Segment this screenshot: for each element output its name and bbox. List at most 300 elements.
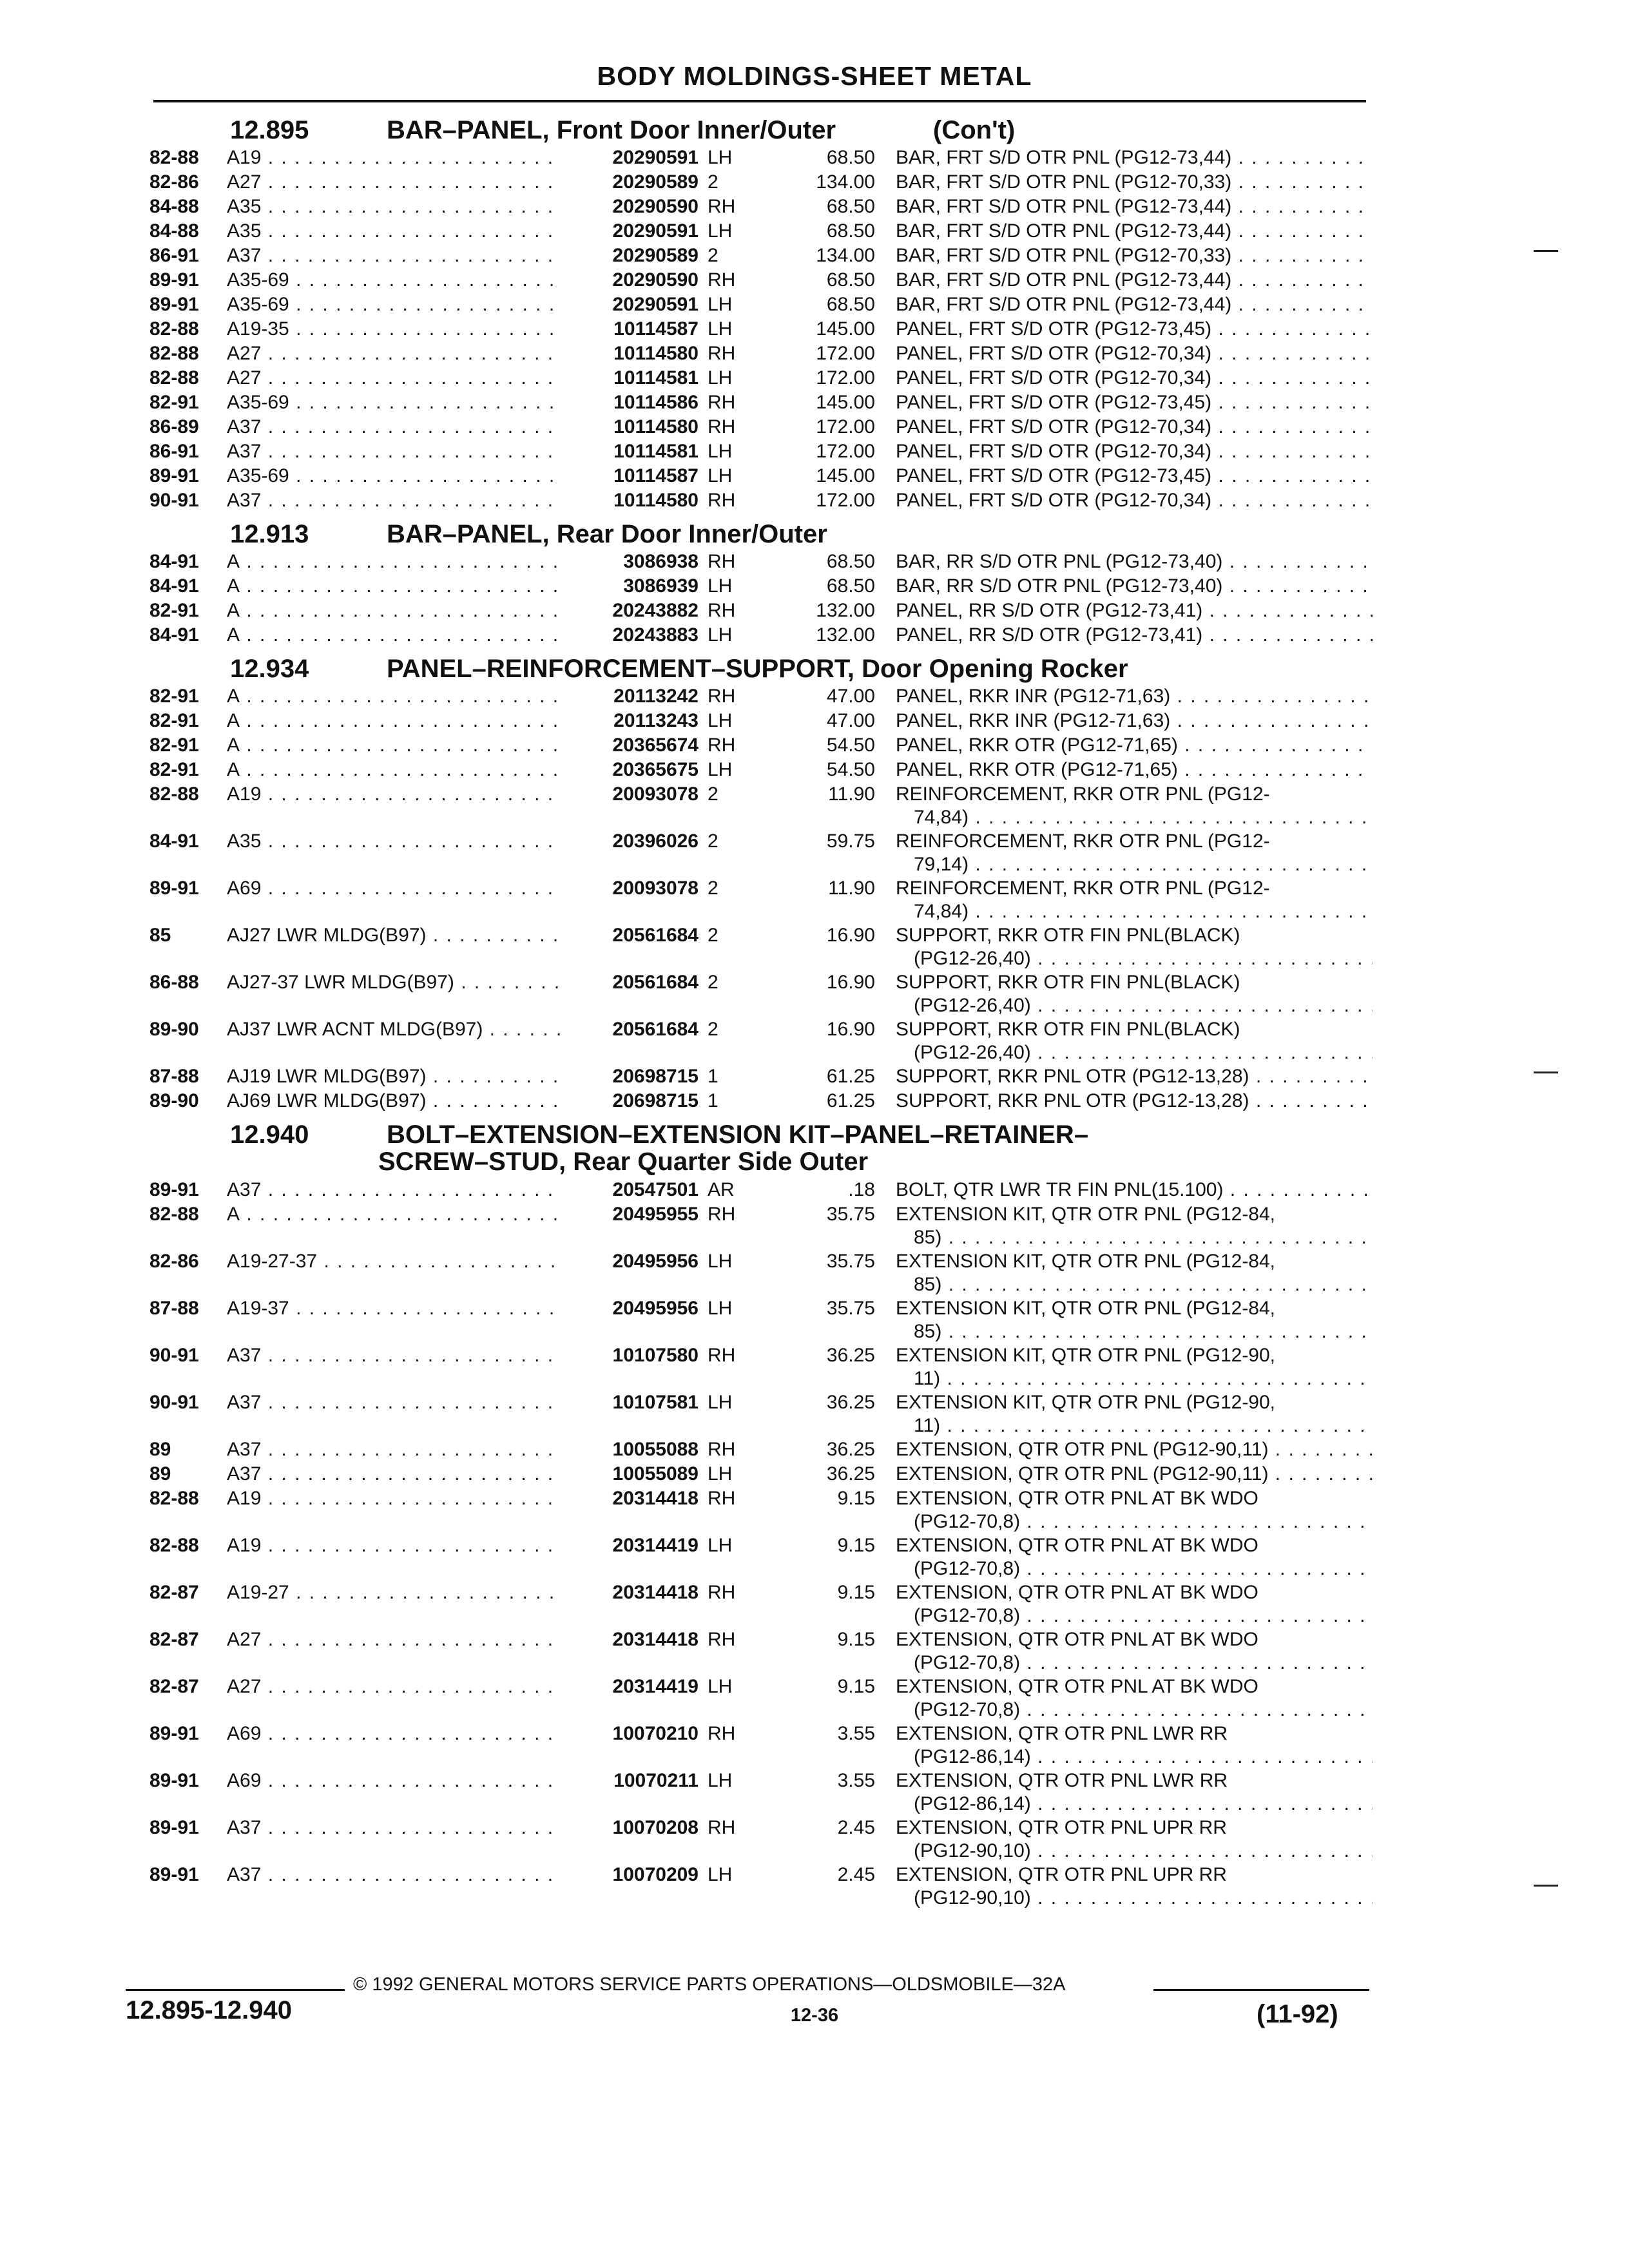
quantity: 2 (708, 245, 718, 266)
quantity: RH (708, 416, 736, 437)
part-row (0, 269, 1629, 293)
part-description-cont: (PG12-70,8) . . . (914, 1651, 1373, 1675)
part-description: REINFORCEMENT, RKR OTR PNL (PG12- (896, 783, 1270, 805)
quantity: RH (708, 1582, 736, 1603)
price: 172.00 (816, 367, 875, 389)
model-code: A . . . (227, 550, 562, 573)
price: 68.50 (826, 294, 875, 315)
part-description-cont: (PG12-70,8) . . . (914, 1557, 1373, 1581)
part-description: EXTENSION, QTR OTR PNL AT BK WDO (896, 1629, 1258, 1650)
part-row (0, 1297, 1629, 1344)
part-number: 10070209 (612, 1864, 699, 1885)
model-code: AJ27-37 LWR MLDG(B97) . . . (227, 971, 562, 994)
part-row (0, 1628, 1629, 1675)
quantity: RH (708, 392, 736, 413)
part-number: 20314418 (612, 1488, 699, 1509)
model-years: 82-87 (149, 1582, 199, 1603)
part-row (0, 599, 1629, 624)
part-description-cont: 85) . . . (914, 1273, 1373, 1296)
part-row (0, 1675, 1629, 1722)
model-code: A35-69 . . . (227, 465, 562, 488)
model-code: A37 . . . (227, 1863, 562, 1887)
footer-page-number: 12-36 (790, 2005, 839, 2026)
price: 9.15 (837, 1582, 875, 1603)
model-years: 89-91 (149, 1179, 199, 1200)
price: 35.75 (826, 1204, 875, 1225)
quantity: LH (708, 759, 733, 780)
footer-section-range: 12.895-12.940 (126, 1996, 293, 2024)
part-row (0, 489, 1629, 514)
part-description: PANEL, RKR INR (PG12-71,63) . . . (896, 685, 1373, 708)
part-number: 10070211 (613, 1770, 699, 1791)
part-number: 20243883 (612, 624, 699, 646)
part-row (0, 624, 1629, 648)
part-number: 20547501 (612, 1179, 699, 1200)
model-years: 82-88 (149, 783, 199, 805)
part-number: 20290590 (612, 196, 699, 217)
price: 2.45 (837, 1817, 875, 1838)
part-description-cont: 85) . . . (914, 1320, 1373, 1343)
part-description-cont: 79,14) . . . (914, 853, 1373, 876)
part-row (0, 685, 1629, 709)
part-row (0, 416, 1629, 440)
part-description: EXTENSION, QTR OTR PNL (PG12-90,11) . . . (896, 1463, 1373, 1486)
part-row (0, 575, 1629, 599)
model-years: 89-91 (149, 878, 199, 899)
part-row (0, 171, 1629, 195)
part-row (0, 195, 1629, 220)
section-header (0, 1114, 1629, 1178)
quantity: RH (708, 1629, 736, 1650)
part-description: PANEL, RR S/D OTR (PG12-73,41) . . . (896, 599, 1373, 622)
part-number: 20113243 (613, 710, 699, 731)
model-years: 89 (149, 1439, 171, 1460)
part-row (0, 1438, 1629, 1463)
part-number: 20290591 (612, 294, 699, 315)
quantity: 1 (708, 1090, 718, 1111)
part-description: EXTENSION KIT, QTR OTR PNL (PG12-90, (896, 1392, 1276, 1413)
part-description: SUPPORT, RKR OTR FIN PNL(BLACK) (896, 925, 1240, 946)
part-description-cont: (PG12-70,8) . . . (914, 1698, 1373, 1722)
quantity: LH (708, 318, 733, 340)
model-years: 82-88 (149, 1204, 199, 1225)
model-code: A37 . . . (227, 1463, 562, 1486)
part-number: 20561684 (612, 972, 699, 993)
price: 172.00 (816, 490, 875, 511)
price: 9.15 (837, 1629, 875, 1650)
quantity: RH (708, 269, 736, 291)
model-years: 89-91 (149, 294, 199, 315)
part-number: 20093078 (612, 783, 699, 805)
part-number: 20243882 (612, 600, 699, 621)
part-number: 20698715 (612, 1090, 699, 1111)
part-number: 20290589 (612, 171, 699, 193)
part-row (0, 1463, 1629, 1487)
quantity: LH (708, 710, 733, 731)
quantity: 2 (708, 972, 718, 993)
part-row (0, 1203, 1629, 1250)
part-description: BAR, FRT S/D OTR PNL (PG12-73,44) . . . (896, 146, 1373, 169)
model-years: 89-91 (149, 1723, 199, 1744)
price: 68.50 (826, 147, 875, 168)
model-years: 89-91 (149, 269, 199, 291)
part-description-cont: (PG12-90,10) . . . (914, 1840, 1373, 1863)
part-row (0, 758, 1629, 783)
model-years: 82-86 (149, 1251, 199, 1272)
part-number: 20698715 (612, 1066, 699, 1087)
model-years: 82-88 (149, 367, 199, 389)
part-row (0, 1391, 1629, 1438)
part-row (0, 465, 1629, 489)
price: 132.00 (816, 624, 875, 646)
part-number: 10055089 (612, 1463, 699, 1485)
part-description: PANEL, FRT S/D OTR (PG12-73,45) . . . (896, 465, 1373, 488)
part-row (0, 1090, 1629, 1114)
part-description: PANEL, FRT S/D OTR (PG12-73,45) . . . (896, 318, 1373, 341)
part-number: 10070210 (612, 1723, 699, 1744)
part-row (0, 220, 1629, 244)
quantity: RH (708, 1488, 736, 1509)
quantity: LH (708, 465, 733, 486)
model-years: 89 (149, 1463, 171, 1485)
model-years: 86-89 (149, 416, 199, 437)
part-number: 20290589 (612, 245, 699, 266)
price: .18 (848, 1179, 875, 1200)
part-row (0, 1018, 1629, 1065)
model-years: 89-91 (149, 1770, 199, 1791)
part-description: BAR, FRT S/D OTR PNL (PG12-70,33) . . . (896, 244, 1373, 267)
model-code: A37 . . . (227, 416, 562, 439)
part-row (0, 367, 1629, 391)
section-number: 12.940 (230, 1120, 309, 1149)
quantity: RH (708, 686, 736, 707)
model-years: 84-91 (149, 551, 199, 572)
price: 54.50 (826, 759, 875, 780)
section-title: BOLT–EXTENSION–EXTENSION KIT–PANEL–RETAINER– (387, 1120, 1089, 1149)
model-years: 90-91 (149, 490, 199, 511)
model-years: 82-87 (149, 1629, 199, 1650)
quantity: RH (708, 490, 736, 511)
part-number: 10107580 (612, 1345, 699, 1366)
part-description-cont: 74,84) . . . (914, 806, 1373, 829)
margin-mark (1534, 1072, 1558, 1073)
model-years: 82-91 (149, 759, 199, 780)
quantity: 2 (708, 1019, 718, 1040)
price: 11.90 (828, 878, 875, 899)
model-years: 82-91 (149, 686, 199, 707)
part-number: 20113242 (613, 686, 699, 707)
quantity: LH (708, 1298, 733, 1319)
model-code: A19 . . . (227, 783, 562, 806)
price: 16.90 (826, 972, 875, 993)
model-years: 87-88 (149, 1298, 199, 1319)
model-code: A27 . . . (227, 367, 562, 390)
part-description: EXTENSION, QTR OTR PNL UPR RR (896, 1864, 1227, 1885)
part-description: BOLT, QTR LWR TR FIN PNL(15.100) . . . (896, 1178, 1373, 1202)
quantity: LH (708, 1864, 733, 1885)
quantity: RH (708, 196, 736, 217)
model-code: A . . . (227, 624, 562, 647)
model-years: 90-91 (149, 1392, 199, 1413)
price: 61.25 (826, 1066, 875, 1087)
part-description-cont: 85) . . . (914, 1226, 1373, 1249)
part-description: EXTENSION KIT, QTR OTR PNL (PG12-90, (896, 1345, 1276, 1366)
quantity: RH (708, 735, 736, 756)
model-years: 89-91 (149, 1864, 199, 1885)
section-number: 12.934 (230, 655, 309, 683)
model-code: A . . . (227, 599, 562, 622)
quantity: LH (708, 147, 733, 168)
price: 16.90 (826, 1019, 875, 1040)
quantity: RH (708, 1439, 736, 1460)
part-row (0, 244, 1629, 269)
model-years: 82-88 (149, 147, 199, 168)
model-code: AJ37 LWR ACNT MLDG(B97) . . . (227, 1018, 562, 1041)
part-number: 20314418 (612, 1629, 699, 1650)
model-years: 86-91 (149, 245, 199, 266)
price: 172.00 (816, 343, 875, 364)
part-row (0, 1722, 1629, 1769)
page-title: BODY MOLDINGS-SHEET METAL (597, 61, 1032, 91)
quantity: RH (708, 1204, 736, 1225)
model-years: 89-90 (149, 1019, 199, 1040)
price: 145.00 (816, 318, 875, 340)
part-description: BAR, RR S/D OTR PNL (PG12-73,40) . . . (896, 550, 1373, 573)
quantity: LH (708, 367, 733, 389)
section-header (0, 110, 1629, 146)
price: 134.00 (816, 245, 875, 266)
part-description: PANEL, FRT S/D OTR (PG12-70,34) . . . (896, 342, 1373, 365)
part-description: EXTENSION, QTR OTR PNL AT BK WDO (896, 1676, 1258, 1697)
part-description: EXTENSION KIT, QTR OTR PNL (PG12-84, (896, 1298, 1276, 1319)
model-years: 82-91 (149, 600, 199, 621)
model-code: A . . . (227, 758, 562, 782)
part-description: SUPPORT, RKR PNL OTR (PG12-13,28) . . . (896, 1065, 1373, 1088)
footer-rule (126, 1989, 345, 1991)
quantity: AR (708, 1179, 735, 1200)
price: 68.50 (826, 269, 875, 291)
part-number: 20365674 (612, 735, 699, 756)
price: 145.00 (816, 392, 875, 413)
part-description: EXTENSION, QTR OTR PNL LWR RR (896, 1723, 1228, 1744)
model-code: A37 . . . (227, 489, 562, 512)
quantity: RH (708, 1345, 736, 1366)
model-years: 86-91 (149, 441, 199, 462)
part-description: EXTENSION KIT, QTR OTR PNL (PG12-84, (896, 1204, 1276, 1225)
part-description: PANEL, FRT S/D OTR (PG12-70,34) . . . (896, 416, 1373, 439)
quantity: LH (708, 1535, 733, 1556)
part-number: 10070208 (612, 1817, 699, 1838)
model-years: 89-91 (149, 465, 199, 486)
part-description: BAR, FRT S/D OTR PNL (PG12-73,44) . . . (896, 269, 1373, 292)
price: 134.00 (816, 171, 875, 193)
part-row (0, 924, 1629, 971)
quantity: 2 (708, 878, 718, 899)
model-years: 82-88 (149, 1488, 199, 1509)
margin-mark (1534, 1885, 1558, 1887)
part-description: EXTENSION, QTR OTR PNL AT BK WDO (896, 1535, 1258, 1556)
part-row (0, 1581, 1629, 1628)
price: 68.50 (826, 575, 875, 597)
model-code: A19 . . . (227, 1487, 562, 1510)
footer-date: (11-92) (1257, 2000, 1338, 2028)
price: 36.25 (826, 1392, 875, 1413)
part-description: PANEL, RKR OTR (PG12-71,65) . . . (896, 734, 1373, 757)
quantity: 1 (708, 1066, 718, 1087)
model-code: A35 . . . (227, 195, 562, 218)
part-description: BAR, FRT S/D OTR PNL (PG12-70,33) . . . (896, 171, 1373, 194)
model-code: A19 . . . (227, 146, 562, 169)
part-number: 20396026 (612, 831, 699, 852)
model-code: A35 . . . (227, 830, 562, 853)
price: 68.50 (826, 196, 875, 217)
part-description-cont: (PG12-90,10) . . . (914, 1887, 1373, 1910)
part-number: 20290591 (612, 147, 699, 168)
part-row (0, 1344, 1629, 1391)
part-row (0, 734, 1629, 758)
part-description: PANEL, RKR OTR (PG12-71,65) . . . (896, 758, 1373, 782)
part-description: REINFORCEMENT, RKR OTR PNL (PG12- (896, 831, 1270, 852)
model-years: 82-91 (149, 710, 199, 731)
model-code: A35-69 . . . (227, 293, 562, 316)
part-number: 20561684 (612, 1019, 699, 1040)
part-number: 10114581 (613, 441, 699, 462)
part-number: 10114580 (613, 343, 699, 364)
part-row (0, 1065, 1629, 1090)
part-row (0, 146, 1629, 171)
price: 172.00 (816, 441, 875, 462)
price: 172.00 (816, 416, 875, 437)
model-code: A35-69 . . . (227, 269, 562, 292)
quantity: RH (708, 1723, 736, 1744)
part-row (0, 318, 1629, 342)
part-number: 3086938 (623, 551, 699, 572)
section-number: 12.895 (230, 116, 309, 144)
part-description: SUPPORT, RKR OTR FIN PNL(BLACK) (896, 1019, 1240, 1040)
part-description: REINFORCEMENT, RKR OTR PNL (PG12- (896, 878, 1270, 899)
price: 36.25 (826, 1463, 875, 1485)
model-years: 87-88 (149, 1066, 199, 1087)
price: 59.75 (826, 831, 875, 852)
part-number: 20290591 (612, 220, 699, 242)
model-years: 82-86 (149, 171, 199, 193)
part-row (0, 550, 1629, 575)
model-code: A37 . . . (227, 1438, 562, 1461)
part-description: EXTENSION KIT, QTR OTR PNL (PG12-84, (896, 1251, 1276, 1272)
quantity: RH (708, 551, 736, 572)
part-row (0, 1863, 1629, 1910)
model-code: A19-35 . . . (227, 318, 562, 341)
quantity: 2 (708, 831, 718, 852)
quantity: 2 (708, 171, 718, 193)
part-description: PANEL, FRT S/D OTR (PG12-73,45) . . . (896, 391, 1373, 414)
model-code: A35 . . . (227, 220, 562, 243)
part-description: BAR, FRT S/D OTR PNL (PG12-73,44) . . . (896, 195, 1373, 218)
part-number: 10107581 (612, 1392, 699, 1413)
part-number: 20495955 (612, 1204, 699, 1225)
model-years: 82-88 (149, 318, 199, 340)
section-title: BAR–PANEL, Rear Door Inner/Outer (387, 520, 827, 548)
part-row (0, 342, 1629, 367)
model-code: A27 . . . (227, 1628, 562, 1651)
part-row (0, 391, 1629, 416)
part-row (0, 971, 1629, 1018)
part-description: PANEL, FRT S/D OTR (PG12-70,34) . . . (896, 440, 1373, 463)
quantity: LH (708, 1392, 733, 1413)
model-years: 86-88 (149, 972, 199, 993)
price: 132.00 (816, 600, 875, 621)
price: 35.75 (826, 1251, 875, 1272)
part-description: EXTENSION, QTR OTR PNL (PG12-90,11) . . . (896, 1438, 1373, 1461)
part-description: PANEL, RKR INR (PG12-71,63) . . . (896, 709, 1373, 733)
section-number: 12.913 (230, 520, 309, 548)
quantity: LH (708, 1770, 733, 1791)
price: 9.15 (837, 1676, 875, 1697)
part-row (0, 1250, 1629, 1297)
part-description-cont: (PG12-70,8) . . . (914, 1604, 1373, 1628)
model-code: A . . . (227, 685, 562, 708)
price: 36.25 (826, 1439, 875, 1460)
price: 68.50 (826, 220, 875, 242)
part-description-cont: (PG12-26,40) . . . (914, 994, 1373, 1017)
margin-mark (1534, 250, 1558, 252)
part-number: 10055088 (612, 1439, 699, 1460)
section-header (0, 648, 1629, 685)
part-row (0, 1769, 1629, 1816)
section-title: BAR–PANEL, Front Door Inner/Outer (387, 116, 836, 144)
part-number: 10114580 (613, 490, 699, 511)
model-code: AJ27 LWR MLDG(B97) . . . (227, 924, 562, 947)
price: 16.90 (826, 925, 875, 946)
price: 36.25 (826, 1345, 875, 1366)
quantity: RH (708, 1817, 736, 1838)
price: 3.55 (837, 1770, 875, 1791)
part-row (0, 783, 1629, 830)
model-years: 82-88 (149, 1535, 199, 1556)
part-number: 10114587 (613, 465, 699, 486)
part-number: 10114587 (613, 318, 699, 340)
part-number: 20314418 (612, 1582, 699, 1603)
part-row (0, 830, 1629, 877)
part-description: SUPPORT, RKR PNL OTR (PG12-13,28) . . . (896, 1090, 1373, 1113)
model-code: AJ19 LWR MLDG(B97) . . . (227, 1065, 562, 1088)
model-years: 84-88 (149, 196, 199, 217)
part-description: PANEL, FRT S/D OTR (PG12-70,34) . . . (896, 367, 1373, 390)
part-description-cont: (PG12-70,8) . . . (914, 1510, 1373, 1533)
model-years: 85 (149, 925, 171, 946)
model-years: 84-91 (149, 624, 199, 646)
model-code: A69 . . . (227, 1769, 562, 1792)
part-number: 20314419 (612, 1676, 699, 1697)
part-description-cont: (PG12-86,14) . . . (914, 1792, 1373, 1816)
model-years: 89-91 (149, 1817, 199, 1838)
price: 68.50 (826, 551, 875, 572)
part-description: SUPPORT, RKR OTR FIN PNL(BLACK) (896, 972, 1240, 993)
section-title: PANEL–REINFORCEMENT–SUPPORT, Door Opening Rocker (387, 655, 1128, 683)
model-code: A19-27 . . . (227, 1581, 562, 1604)
model-years: 84-91 (149, 831, 199, 852)
model-code: A19-37 . . . (227, 1297, 562, 1320)
price: 61.25 (826, 1090, 875, 1111)
price: 3.55 (837, 1723, 875, 1744)
part-number: 10114580 (613, 416, 699, 437)
part-number: 20561684 (612, 925, 699, 946)
model-code: A27 . . . (227, 1675, 562, 1698)
part-row (0, 709, 1629, 734)
part-description: BAR, FRT S/D OTR PNL (PG12-73,44) . . . (896, 293, 1373, 316)
part-number: 20495956 (612, 1251, 699, 1272)
section-header (0, 514, 1629, 550)
